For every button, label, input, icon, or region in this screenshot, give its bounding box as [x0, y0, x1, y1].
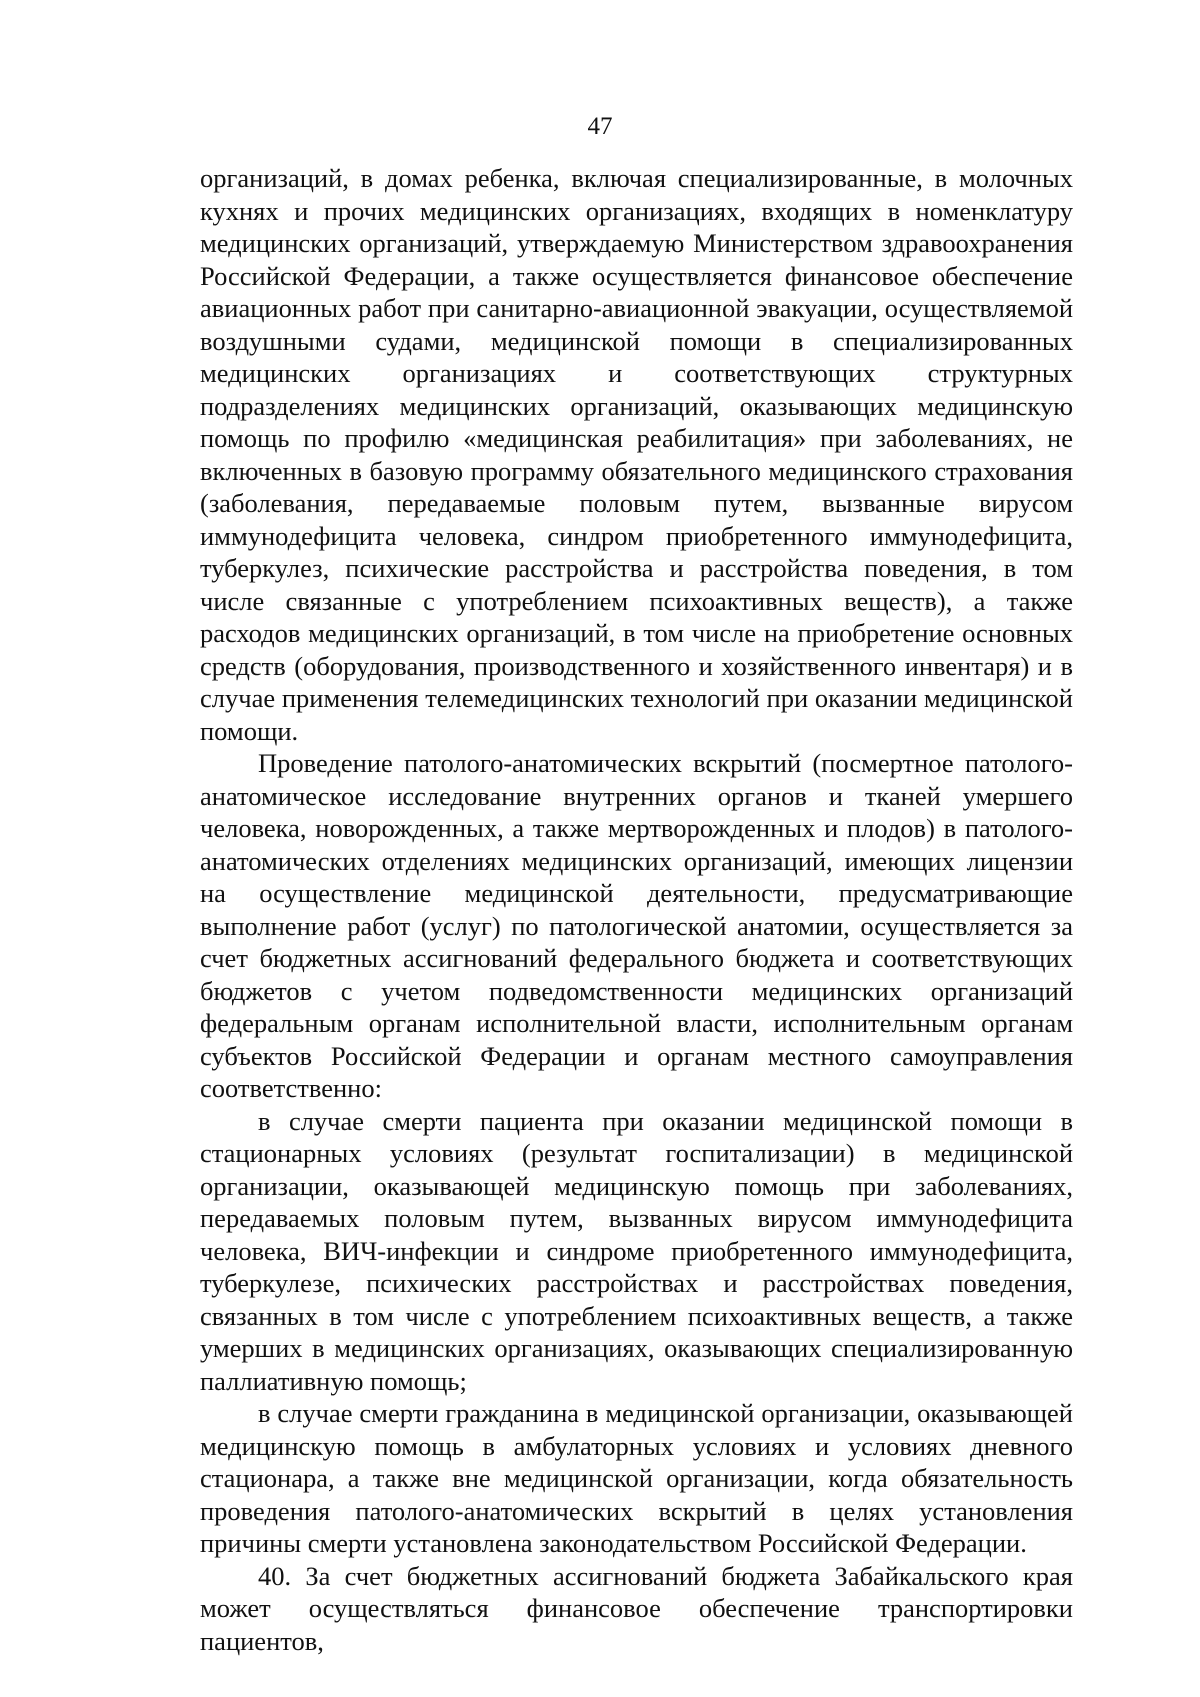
paragraph-inpatient-death: в случае смерти пациента при оказании медицинской помощи в стационарных условиях (результат госпитализации) в медицинской организации, оказывающей медицинскую помощь при заболеваниях, передаваемых половым путем, вызванных вирусом иммунодефицита человека, ВИЧ-инфекции и синдроме приобретенного иммунодефицита, туберкулезе, психических расстройствах и расстройствах поведения, связанных в том числе с употреблением психоактивных веществ, а также умерших в медицинских организациях, оказывающих специализированную паллиативную помощь; [200, 1105, 1073, 1396]
page-number: 47 [587, 113, 613, 140]
paragraph-item-40: 40. За счет бюджетных ассигнований бюджета Забайкальского края может осуществляться финансовое обеспечение транспортировки пациентов, [200, 1560, 1073, 1656]
paragraph-outpatient-death: в случае смерти гражданина в медицинской организации, оказывающей медицинскую помощь в амбулаторных условиях и условиях дневного стационара, а также вне медицинской организации, когда обязательность проведения патолого-анатомических вскрытий в целях установления причины смерти установлена законодательством Российской Федерации. [200, 1398, 1073, 1558]
paragraph-autopsy: Проведение патолого-анатомических вскрытий (посмертное патолого-анатомическое исследование внутренних органов и тканей умершего человека, новорожденных, а также мертворожденных и плодов) в патолого-анатомических отделениях медицинских организаций, имеющих лицензии на осуществление медицинской деятельности, предусматривающие выполнение работ (услуг) по патологической анатомии, осуществляется за счет бюджетных ассигнований федерального бюджета и соответствующих бюджетов с учетом подведомственности медицинских организаций федеральным органам исполнительной власти, исполнительным органам субъектов Российской Федерации и органам местного самоуправления соответственно: [200, 748, 1073, 1103]
document-body [200, 162, 1073, 1657]
paragraph-continuation: организаций, в домах ребенка, включая специализированные, в молочных кухнях и прочих медицинских организациях, входящих в номенклатуру медицинских организаций, утверждаемую Министерством здравоохранения Российской Федерации, а также осуществляется финансовое обеспечение авиационных работ при санитарно-авиационной эвакуации, осуществляемой воздушными судами, медицинской помощи в специализированных медицинских организациях и соответствующих структурных подразделениях медицинских организаций, оказывающих медицинскую помощь по профилю «медицинская реабилитация» при заболеваниях, не включенных в базовую программу обязательного медицинского страхования (заболевания, передаваемые половым путем, вызванные вирусом иммунодефицита человека, синдром приобретенного иммунодефицита, туберкулез, психические расстройства и расстройства поведения, в том числе связанные с употреблением психоактивных веществ), а также расходов медицинских организаций, в том числе на приобретение основных средств (оборудования, производственного и хозяйственного инвентаря) и в случае применения телемедицинских технологий при оказании медицинской помощи. [200, 163, 1073, 746]
